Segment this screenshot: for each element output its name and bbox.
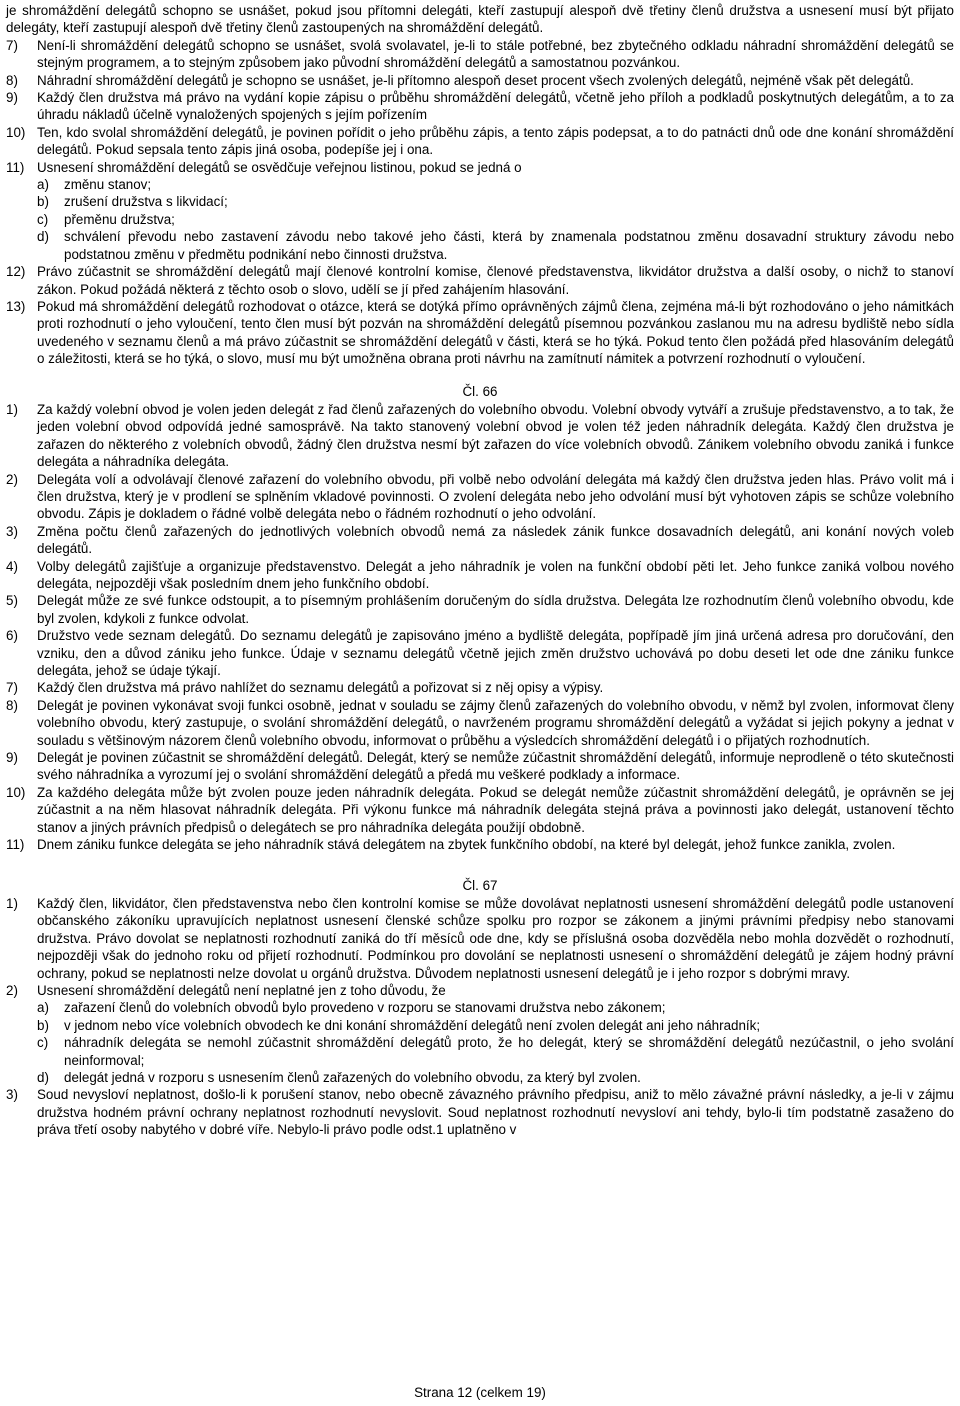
- item-text-content: Usnesení shromáždění delegátů se osvědčuje veřejnou listinou, pokud se jedná o: [37, 159, 522, 175]
- item-text: [37, 523, 954, 558]
- sub-item: [37, 193, 954, 210]
- article-66-item: [6, 836, 954, 853]
- item-number: 6): [6, 628, 18, 644]
- item-text-content: Delegáta volí a odvolávají členové zařazení do volebního obvodu, při volbě nebo odvolání delegáta má každý člen družstva jeden hlas. Právo volit má i člen družstva, který je v prodlení se splněním vkladové povinnosti. O zvolení delegáta nebo jeho odvolání musí být vyhotoven zápis se schůze volebního obvodu. Zápis je dokladem o řádné volbě delegáta nebo o řádném rozhodnutí o jeho odvolání.: [37, 471, 954, 522]
- sub-item-text: změnu stanov;: [64, 177, 152, 193]
- item-number: 8): [6, 72, 18, 88]
- article-66-list: [6, 401, 954, 854]
- sub-item-text: delegát jedná v rozporu s usnesením členů zařazených do volebního obvodu, za který byl zvolen.: [64, 1069, 641, 1085]
- article-66-item: [6, 592, 954, 627]
- item-text-content: Usnesení shromáždění delegátů není neplatné jen z toho důvodu, že: [37, 982, 446, 998]
- item-number: 4): [6, 558, 18, 574]
- item-number: 7): [6, 37, 18, 53]
- intro-paragraph: je shromáždění delegátů schopno se usnášet, pokud jsou přítomni delegáti, kteří zastupují alespoň dvě třetiny členů družstva a usnesení musí být přijato delegáty, kteří zastupují alespoň dvě třetiny členů zastoupených na shromáždění delegátů.: [6, 3, 954, 36]
- article-66-item: [6, 679, 954, 696]
- sub-item-letter: c): [37, 211, 49, 227]
- item-text: [37, 982, 954, 1086]
- item-number: 5): [6, 593, 18, 609]
- sub-item-letter: a): [37, 1000, 49, 1016]
- item-text-content: Každý člen družstva má právo nahlížet do seznamu delegátů a pořizovat si z něj opisy a výpisy.: [37, 680, 604, 696]
- item-text: [37, 749, 954, 784]
- sub-item: [37, 1069, 954, 1086]
- item-number: 1): [6, 401, 18, 417]
- article-66-heading: Čl. 66: [462, 383, 498, 399]
- intro-item: [6, 124, 954, 159]
- item-text-content: Právo zúčastnit se shromáždění delegátů mají členové kontrolní komise, členové představenstva, likvidátor družstva a další osoby, o nichž to stanoví zákon. Pokud požádá některá z těchto osob o slovo, udělí se jí před zahájením hlasování.: [37, 264, 954, 297]
- sub-item: [37, 176, 954, 193]
- item-text-content: Volby delegátů zajišťuje a organizuje představenstvo. Delegát a jeho náhradník je volen na funkční období pěti let. Jeho funkce zaniká volbou nového delegáta, nejpozději však posledním dnem jeho funkčního období.: [37, 558, 954, 591]
- intro-item: [6, 72, 954, 89]
- sub-item-text: schválení převodu nebo zastavení závodu nebo takové jeho části, která by znamenala podstatnou změnu dosavadní struktury závodu nebo podstatnou změnu v předmětu podnikání nebo činnosti družstva.: [64, 229, 954, 262]
- sub-item-letter: d): [37, 229, 49, 245]
- item-text: [37, 159, 954, 263]
- sub-item-text: přeměnu družstva;: [64, 211, 175, 227]
- intro-list: [6, 37, 954, 368]
- item-text-content: Každý člen družstva má právo na vydání kopie zápisu o průběhu shromáždění delegátů, včetně jeho příloh a podkladů poskytnutých delegátům, a to za úhradu nákladů účelně vynaložených spojených s jejím pořízením: [37, 90, 954, 123]
- item-text: [37, 697, 954, 749]
- article-67-item: [6, 1086, 954, 1138]
- sub-item-letter: a): [37, 177, 49, 193]
- item-text-content: Za každý volební obvod je volen jeden delegát z řad členů zařazených do volebního obvodu. Volební obvody vytváří a zrušuje představenstvo, a to tak, že jeden volební obvod odpovídá jedné samosprávě. Na takto stanovený volební obvod je volen též jeden náhradník delegáta. Každý člen družstva je zařazen do některého z volebních obvodů, žádný člen družstva nesmí být zařazen do více volebních obvodů. Zánikem volebního obvodu zaniká i funkce delegáta a náhradníka delegáta.: [37, 401, 954, 470]
- item-number: 2): [6, 982, 18, 998]
- item-text-content: Není-li shromáždění delegátů schopno se usnášet, svolá svolavatel, je-li to stále potřebné, bez zbytečného odkladu náhradní shromáždění delegátů se stejným programem, a to stejným způsobem jako původní shromáždění delegátů a samostatnou pozvánkou.: [37, 37, 954, 71]
- sub-item: [37, 211, 954, 228]
- article-66-item: [6, 523, 954, 558]
- article-67-item: [6, 982, 954, 1086]
- item-text: [37, 471, 954, 523]
- sub-item: [37, 228, 954, 263]
- article-67-heading: Čl. 67: [462, 877, 498, 893]
- article-66-item: [6, 471, 954, 523]
- item-number: 12): [6, 264, 26, 280]
- item-text: [37, 298, 954, 368]
- sub-item-text: zařazení členů do volebních obvodů bylo provedeno v rozporu se stanovami družstva nebo zákonem;: [64, 1000, 666, 1016]
- intro-item: [6, 159, 954, 263]
- sub-item-letter: b): [37, 194, 49, 210]
- item-text: [37, 784, 954, 836]
- sub-item-text: zrušení družstva s likvidací;: [64, 194, 228, 210]
- article-66-item: [6, 627, 954, 679]
- item-text: [37, 401, 954, 471]
- sub-item: [37, 999, 954, 1016]
- item-text: [37, 89, 954, 124]
- item-text-content: Změna počtu členů zařazených do jednotlivých volebních obvodů nemá za následek zánik funkce dosavadních delegátů, ani konání nových voleb delegátů.: [37, 523, 954, 557]
- item-text-content: Náhradní shromáždění delegátů je schopno se usnášet, je-li přítomno alespoň deset procent všech zvolených delegátů, nejméně však pět delegátů.: [37, 72, 914, 88]
- item-number: 10): [6, 784, 26, 800]
- intro-section: [6, 2, 954, 368]
- item-text: [37, 124, 954, 159]
- intro-item: [6, 89, 954, 124]
- item-number: 13): [6, 298, 26, 314]
- item-number: 10): [6, 124, 26, 140]
- item-text: [37, 1086, 954, 1138]
- item-text: [37, 263, 954, 298]
- article-66-item: [6, 401, 954, 471]
- item-number: 3): [6, 1087, 18, 1103]
- article-66-item: [6, 749, 954, 784]
- item-text: [37, 592, 954, 627]
- page-number: Strana 12 (celkem 19): [414, 1385, 546, 1400]
- sub-item-letter: d): [37, 1069, 49, 1085]
- item-text-content: Delegát může ze své funkce odstoupit, a to písemným prohlášením doručeným do sídla družstva. Delegáta lze rozhodnutím členů volebního obvodu, kde byl zvolen, kdykoli z funkce odvolat.: [37, 593, 954, 626]
- article-66-item: [6, 558, 954, 593]
- item-number: 1): [6, 895, 18, 911]
- item-text-content: Ten, kdo svolal shromáždění delegátů, je povinen pořídit o jeho průběhu zápis, a tento zápis podepsat, a to do patnácti dnů ode dne konání shromáždění delegátů. Pokud sepsala tento zápis jiná osoba, podepíše jej i ona.: [37, 124, 954, 158]
- item-text-content: Každý člen, likvidátor, člen představenstva nebo člen kontrolní komise se může dovolávat neplatnosti usnesení shromáždění delegátů podle ustanovení občanského zákoníku upravujících neplatnost usnesení členské schůze spolku pro rozpor se zákonem a jinými právními předpisy nebo stanovami družstva. Právo dovolat se neplatnosti rozhodnutí zaniká do tří měsíců ode dne, kdy se příslušná osoba dozvěděla nebo mohla dozvědět o rozhodnutí, nejpozději však do jednoho roku od přijetí rozhodnutí. Podmínkou pro dovolání se neplatnosti usnesení o shromáždění delegátů je zájem hodný právní ochrany, pokud se neplatnosti nelze dovolat u orgánů družstva. Důvodem neplatnosti usnesení delegátů je i jeho rozpor s dobrými mravy.: [37, 895, 954, 981]
- item-number: 2): [6, 471, 18, 487]
- item-text: [37, 558, 954, 593]
- sub-item-text: v jednom nebo více volebních obvodech ke dni konání shromáždění delegátů není zvolen delegát ani jeho náhradník;: [64, 1017, 761, 1033]
- sub-item-letter: c): [37, 1035, 49, 1051]
- item-text-content: Za každého delegáta může být zvolen pouze jeden náhradník delegáta. Pokud se delegát nemůže zúčastnit shromáždění delegátů, je oprávněn se jej zúčastnit a na něm hlasovat náhradník delegáta. Při výkonu funkce má náhradník delegáta stejná práva a povinnosti jako delegát, ustanovení těchto stanov a jiných právních předpisů o delegátech se pro náhradníka delegáta použijí obdobně.: [37, 784, 954, 835]
- item-text-content: Delegát je povinen zúčastnit se shromáždění delegátů. Delegát, který se nemůže zúčastnit shromáždění delegátů, informuje neprodleně o této skutečnosti svého náhradníka a vyrozumí jej o svolání shromáždění delegátů a předá mu veškeré podklady a informace.: [37, 750, 954, 783]
- article-66-item: [6, 697, 954, 749]
- item-number: 11): [6, 837, 25, 853]
- page-content: [6, 2, 954, 1139]
- sub-item-text: náhradník delegáta se nemohl zúčastnit shromáždění delegátů proto, že ho delegát, který se shromáždění delegátů nezúčastnil, o jeho svolání neinformoval;: [64, 1035, 954, 1068]
- item-text-content: Delegát je povinen vykonávat svoji funkci osobně, jednat v souladu se zájmy členů zařazených do volebního obvodu, v němž byl zvolen, informovat členy volebního obvodu, který zastupuje, o svolání shromáždění delegátů, o navrženém programu shromáždění delegátů a vyžádat si jejich pokyny a jednat v souladu s většinovým názorem členů volebního obvodu, informovat o průběhu a výsledcích shromáždění delegátů i o přijatých rozhodnutích.: [37, 697, 954, 748]
- item-number: 8): [6, 697, 18, 713]
- item-text-content: Dnem zániku funkce delegáta se jeho náhradník stává delegátem na zbytek funkčního období, na které byl delegát, jehož funkce zanikla, zvolen.: [37, 837, 896, 853]
- item-text-content: Pokud má shromáždění delegátů rozhodovat o otázce, která se dotýká přímo oprávněných zájmů člena, zejména má-li být rozhodováno o jeho námitkách proti rozhodnutí o jeho vyloučení, tento člen musí být pozván na shromáždění delegátů písemnou pozvánkou zaslanou mu na adresu bydliště nebo sídla uvedeného v seznamu členů a má právo zúčastnit se shromáždění delegátů v části, která se ho týká. Pokud tento člen požádá před hlasováním delegátů o záležitosti, která se ho týká, o slovo, musí mu být umožněna obrana proti návrhu na zamítnutí námitek a potvrzení rozhodnutí o vyloučení.: [37, 298, 954, 367]
- item-text-content: Družstvo vede seznam delegátů. Do seznamu delegátů je zapisováno jméno a bydliště delegáta, popřípadě jím jiná určená adresa pro doručování, den vzniku, den a důvod zániku jeho funkce. Údaje v seznamu delegátů včetně jejich změn družstvo uchovává po dobu deseti let ode dne zániku funkce delegáta, jehož se údaje týkají.: [37, 628, 954, 679]
- intro-item: [6, 263, 954, 298]
- intro-item: [6, 37, 954, 72]
- sub-item: [37, 1034, 954, 1069]
- item-number: 9): [6, 90, 18, 106]
- item-text: [37, 627, 954, 679]
- item-number: 9): [6, 750, 18, 766]
- item-text: [37, 836, 954, 853]
- sub-item: [37, 1017, 954, 1034]
- article-67-item: [6, 895, 954, 982]
- item-text: [37, 72, 954, 89]
- item-text-content: Soud nevysloví neplatnost, došlo-li k porušení stanov, nebo obecně závazného právního předpisu, aniž to mělo závažné právní následky, a je-li v zájmu družstva hodném právní ochrany neplatnost rozhodnutí nevyslovit. Soud neplatnost rozhodnutí nevysloví ani tehdy, bylo-li tím podstatně zasaženo do práva třetí osoby nabytého v dobré víře. Nebylo-li právo podle odst.1 uplatněno v: [37, 1087, 954, 1138]
- item-text: [37, 37, 954, 72]
- article-66-item: [6, 784, 954, 836]
- article-67-list: [6, 895, 954, 1139]
- item-number: 7): [6, 680, 18, 696]
- sub-item-letter: b): [37, 1017, 49, 1033]
- intro-item: [6, 298, 954, 368]
- item-number: 3): [6, 523, 18, 539]
- item-number: 11): [6, 159, 25, 175]
- item-text: [37, 679, 954, 696]
- item-text: [37, 895, 954, 982]
